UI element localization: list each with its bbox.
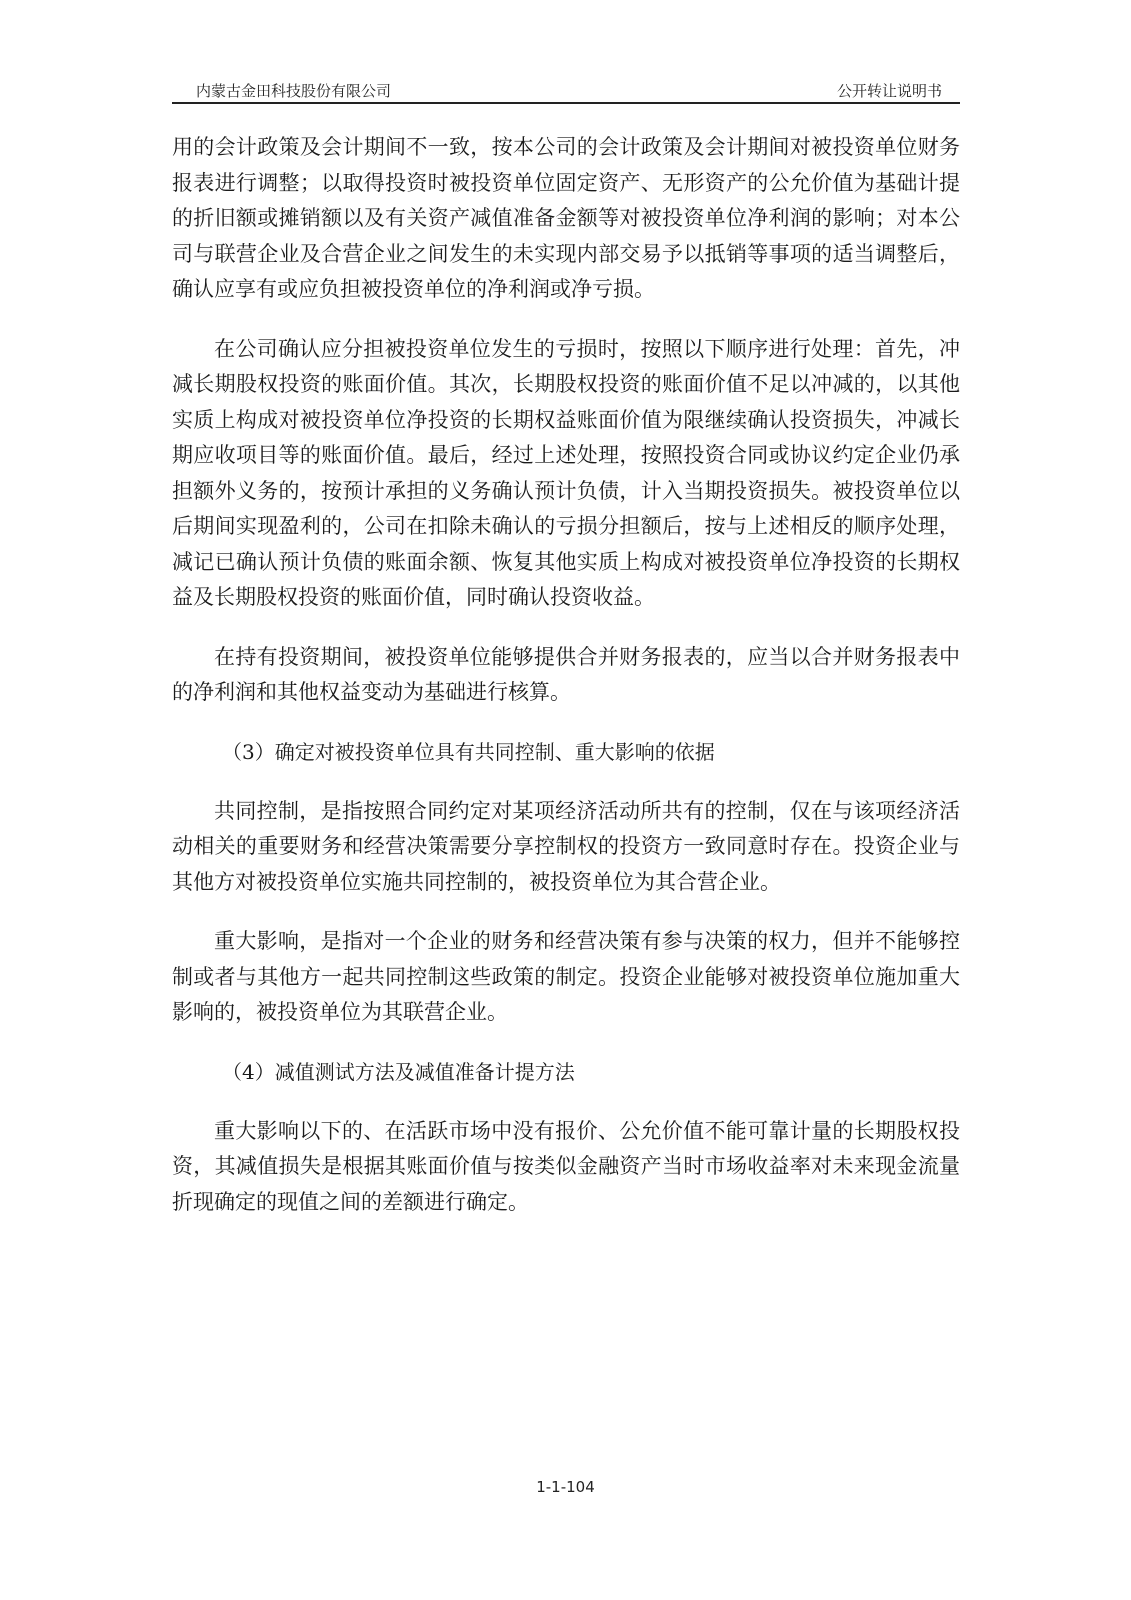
page-body [172, 130, 960, 1244]
paragraph-1: 用的会计政策及会计期间不一致，按本公司的会计政策及会计期间对被投资单位财务报表进行调整；以取得投资时被投资单位固定资产、无形资产的公允价值为基础计提的折旧额或摊销额以及有关资产减值准备金额等对被投资单位净利润的影响；对本公司与联营企业及合营企业之间发生的未实现内部交易予以抵销等事项的适当调整后，确认应享有或应负担被投资单位的净利润或净亏损。 [172, 135, 960, 301]
paragraph-3: 在持有投资期间，被投资单位能够提供合并财务报表的，应当以合并财务报表中的净利润和其他权益变动为基础进行核算。 [172, 644, 960, 704]
header-divider [172, 102, 960, 104]
paragraph-4: 共同控制，是指按照合同约定对某项经济活动所共有的控制，仅在与该项经济活动相关的重要财务和经营决策需要分享控制权的投资方一致同意时存在。投资企业与其他方对被投资单位实施共同控制的，被投资单位为其合营企业。 [172, 798, 960, 894]
header-document-title: 公开转让说明书 [836, 82, 942, 100]
paragraph-6: 重大影响以下的、在活跃市场中没有报价、公允价值不能可靠计量的长期股权投资，其减值损失是根据其账面价值与按类似金融资产当时市场收益率对未来现金流量折现确定的现值之间的差额进行确定。 [172, 1118, 960, 1214]
section-heading-3: （3）确定对被投资单位具有共同控制、重大影响的依据 [222, 739, 715, 764]
header-company-name: 内蒙古金田科技股份有限公司 [196, 82, 392, 100]
page-number: 1-1-104 [536, 1478, 595, 1496]
paragraph-5: 重大影响，是指对一个企业的财务和经营决策有参与决策的权力，但并不能够控制或者与其他方一起共同控制这些政策的制定。投资企业能够对被投资单位施加重大影响的，被投资单位为其联营企业。 [172, 929, 960, 1024]
section-heading-4: （4）减值测试方法及减值准备计提方法 [222, 1059, 575, 1084]
paragraph-2: 在公司确认应分担被投资单位发生的亏损时，按照以下顺序进行处理：首先，冲减长期股权投资的账面价值。其次，长期股权投资的账面价值不足以冲减的，以其他实质上构成对被投资单位净投资的长期权益账面价值为限继续确认投资损失，冲减长期应收项目等的账面价值。最后，经过上述处理，按照投资合同或协议约定企业仍承担额外义务的，按预计承担的义务确认预计负债，计入当期投资损失。被投资单位以后期间实现盈利的，公司在扣除未确认的亏损分担额后，按与上述相反的顺序处理，减记已确认预计负债的账面余额、恢复其他实质上构成对被投资单位净投资的长期权益及长期股权投资的账面价值，同时确认投资收益。 [172, 336, 960, 609]
